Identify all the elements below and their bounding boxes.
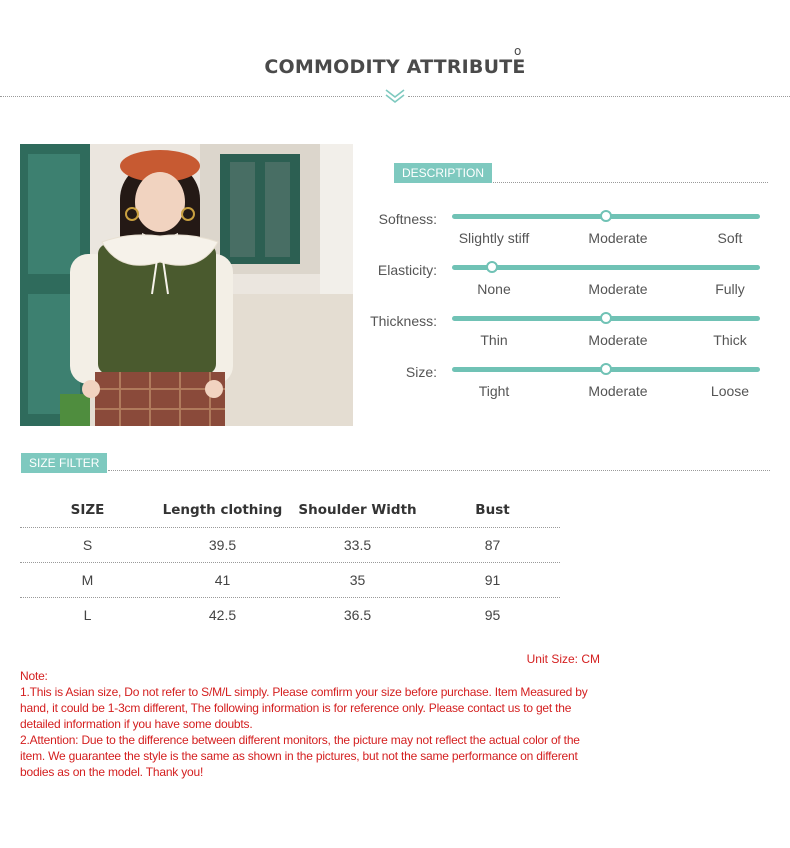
table-cell: M	[81, 572, 94, 588]
degree-symbol: o	[514, 44, 522, 58]
table-cell: 42.5	[208, 607, 237, 623]
table-cell: 87	[484, 537, 501, 553]
table-row-divider	[20, 562, 560, 563]
table-header-shoulder: Shoulder Width	[298, 502, 417, 518]
thickness-option-low: Thin	[480, 332, 508, 348]
table-header-length: Length clothing	[162, 502, 283, 518]
chevron-down-icon	[384, 88, 406, 104]
table-cell: 36.5	[343, 607, 372, 623]
description-tag: DESCRIPTION	[394, 163, 492, 183]
elasticity-option-mid: Moderate	[588, 281, 648, 297]
table-header-size: SIZE	[70, 502, 105, 518]
size-scale	[452, 367, 760, 372]
elasticity-indicator	[486, 261, 498, 273]
attr-label-softness: Softness:	[378, 211, 437, 227]
table-cell: L	[83, 607, 92, 623]
note-item-2: 2.Attention: Due to the difference between different monitors, the picture may not reflect the actual color of the item. We guarantee the style is the same as shown in the pictures, but not the same performance on different bodies as on the model. Thank you!	[20, 733, 580, 779]
product-photo	[20, 144, 353, 426]
note-heading: Note:	[20, 669, 48, 683]
table-row-divider	[20, 597, 560, 598]
softness-option-mid: Moderate	[588, 230, 648, 246]
attr-label-thickness: Thickness:	[370, 313, 437, 329]
description-divider	[493, 182, 768, 183]
section-title	[0, 44, 790, 78]
size-option-mid: Moderate	[588, 383, 648, 399]
softness-option-low: Slightly stiff	[458, 230, 530, 246]
table-cell: 39.5	[208, 537, 237, 553]
header-divider-left	[0, 96, 382, 97]
size-indicator	[600, 363, 612, 375]
elasticity-option-high: Fully	[715, 281, 745, 297]
unit-label: Unit Size: CM	[526, 652, 600, 666]
table-cell: 35	[349, 572, 366, 588]
thickness-option-mid: Moderate	[588, 332, 648, 348]
table-cell: 95	[484, 607, 501, 623]
thickness-indicator	[600, 312, 612, 324]
size-option-high: Loose	[710, 383, 750, 399]
attr-label-elasticity: Elasticity:	[377, 262, 437, 278]
size-filter-tag: SIZE FILTER	[21, 453, 107, 473]
header-divider-right	[408, 96, 790, 97]
softness-option-high: Soft	[717, 230, 743, 246]
softness-scale	[452, 214, 760, 219]
softness-indicator	[600, 210, 612, 222]
size-option-low: Tight	[478, 383, 510, 399]
table-cell: S	[82, 537, 93, 553]
table-cell: 41	[214, 572, 231, 588]
elasticity-scale	[452, 265, 760, 270]
table-cell: 33.5	[343, 537, 372, 553]
thickness-scale	[452, 316, 760, 321]
table-cell: 91	[484, 572, 501, 588]
table-row-divider	[20, 527, 560, 528]
thickness-option-high: Thick	[713, 332, 747, 348]
elasticity-option-low: None	[477, 281, 511, 297]
size-filter-divider	[108, 470, 770, 471]
note-item-1: 1.This is Asian size, Do not refer to S/M/L simply. Please comfirm your size before purchase. Item Measured by hand, it could be 1-3cm different, The following information is for reference only. Please contact us to get the detailed information if you have some doubts.	[20, 685, 588, 731]
table-header-bust: Bust	[475, 502, 510, 518]
note-block	[20, 668, 605, 780]
section-title-text: COMMODITY ATTRIBUTE	[264, 56, 526, 78]
attr-label-size: Size:	[405, 364, 437, 380]
